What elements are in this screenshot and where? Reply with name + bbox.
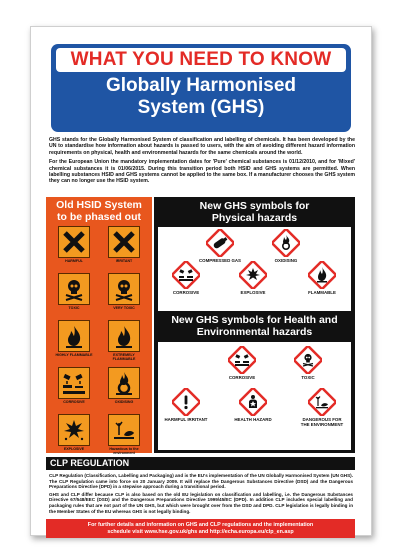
ghs-flammable [298, 261, 346, 295]
ghs-harmful-irritant [162, 388, 210, 422]
banner-subtitle: WHAT YOU NEED TO KNOW [56, 48, 346, 72]
old-symbol-label: VERY TOXIC [113, 306, 135, 310]
page-title [51, 75, 351, 119]
ghs-corrosive-health [218, 346, 266, 380]
footer-line-2: schedule visit www.hse.gov.uk/ghs and http://echa.europa.eu/clp_en.asp [107, 528, 294, 535]
ghs-label: EXPLOSIVE [240, 290, 266, 295]
environment-icon [308, 388, 336, 416]
flame-over-circle-icon [111, 370, 137, 396]
intro-paragraph-1: GHS stands for the Globally Harmonised System of classification and labelling of chemicals. It has been developed by the UN to standardise how information about hazards is passed to users, with the aim of avoiding different hazard information requirements on physical, health and environmental hazards for the same chemicals around the world. [49, 137, 355, 156]
ghs-explosive [229, 261, 277, 295]
flame-icon [308, 261, 336, 289]
intro-text [49, 137, 355, 188]
old-symbol-label: HIGHLY FLAMMABLE [55, 353, 93, 357]
ghs-label: HARMFUL IRRITANT [164, 417, 208, 422]
environment-icon [111, 417, 137, 443]
ghs-toxic [284, 346, 332, 380]
old-symbol-label: EXTREMELY FLAMMABLE [112, 353, 136, 362]
old-symbol-extremely-flammable [102, 320, 146, 364]
gas-cylinder-icon [206, 229, 234, 257]
ghs-label: COMPRESSED GAS [199, 258, 241, 263]
ghs-label: OXIDISING [274, 258, 298, 263]
physical-heading-line-2: Physical hazards [211, 212, 298, 224]
ghs-label: DANGEROUS FOR THE ENVIRONMENT [300, 417, 344, 427]
corrosion-icon [228, 346, 256, 374]
ghs-health-hazard [229, 388, 277, 422]
intro-paragraph-2: For the European Union the mandatory implementation dates for 'Pure' chemical substances is 01/12/2010, and for 'Mixed' chemical substances it is 01/06/2015. During this transition period both HSID and GHS systems are permitted. When labelling substances HSID and GHS systems cannot be applied to the same box. If a manufacturer chooses the GHS system they can no longer use the HSID system. [49, 159, 355, 185]
old-symbol-explosive [52, 414, 96, 458]
flame-icon [61, 323, 87, 349]
old-symbol-label: Hazardous to the environment [109, 447, 139, 456]
ghs-dangerous-for-environment [298, 388, 346, 427]
clp-regulation-heading: CLP REGULATION [46, 457, 355, 470]
old-hsid-title-line-2: to be phased out [57, 211, 141, 223]
health-env-heading [154, 314, 355, 338]
ghs-corrosive-physical [162, 261, 210, 295]
ghs-label: HEALTH HAZARD [234, 417, 272, 422]
skull-icon [61, 276, 87, 302]
clp-paragraph-2: GHS and CLP differ because CLP is also based on the old EU legislation on classification and labelling, i.e. the Dangerous Substances Directive 67/548/EEC (DSD) and the Dangerous Preparations Directive 1999/45/EC (DPD). In addition CLP includes special labelling and packaging rules that are not part of the UN GHS, but which were brought over from the DSD and DPD. CLP legislation is legally binding in the Member States of the EU whereas GHS is not legally binding. [49, 491, 353, 514]
skull-icon [294, 346, 322, 374]
old-symbol-label: IRRITANT [115, 259, 133, 263]
ghs-compressed-gas [196, 229, 244, 263]
old-symbol-grid [52, 226, 146, 461]
physical-hazards-heading [154, 200, 355, 224]
saltire-icon [111, 229, 137, 255]
old-symbol-harmful [52, 226, 96, 270]
ghs-label: TOXIC [301, 375, 315, 380]
physical-heading-line-1: New GHS symbols for [199, 200, 310, 212]
ghs-poster [30, 26, 372, 536]
old-symbol-label: CORROSIVE [63, 400, 85, 404]
saltire-icon [61, 229, 87, 255]
old-symbol-label: HARMFUL [65, 259, 83, 263]
corrosion-icon [172, 261, 200, 289]
old-symbol-label: EXPLOSIVE [63, 447, 85, 451]
health-env-heading-line-1: New GHS symbols for Health and [171, 314, 338, 326]
new-ghs-panel [154, 197, 355, 453]
physical-hazards-box [158, 227, 351, 311]
title-line-1: Globally Harmonised [105, 75, 297, 96]
clp-text [49, 473, 353, 516]
explosion-icon [61, 417, 87, 443]
flame-icon [111, 323, 137, 349]
explosion-icon [239, 261, 267, 289]
ghs-label: CORROSIVE [228, 375, 256, 380]
further-info-footer [46, 519, 355, 538]
old-symbol-environment [102, 414, 146, 458]
title-line-2: System (GHS) [137, 97, 265, 118]
old-symbol-highly-flammable [52, 320, 96, 364]
old-symbol-very-toxic [102, 273, 146, 317]
old-hsid-panel [46, 197, 152, 456]
exclamation-icon [172, 388, 200, 416]
old-symbol-label: OXIDISING [114, 400, 134, 404]
ghs-label: CORROSIVE [172, 290, 200, 295]
clp-paragraph-1: CLP Regulation (Classification, Labelling and Packaging) and is the EU's implementation of the UN Globally Harmonised System (UN GHS). The CLP Regulation came into force on 20 January 2009. It will replace the Dangerous Substances Directive (DSD) and the Dangerous Preparations Directive (DPD) in a stepwise approach during a transitional period. [49, 473, 353, 490]
old-symbol-label: TOXIC [68, 306, 80, 310]
header-banner [51, 44, 351, 132]
old-symbol-oxidising [102, 367, 146, 411]
footer-line-1: For further details and information on GHS and CLP regulations and the implementation [87, 522, 314, 528]
old-symbol-corrosive [52, 367, 96, 411]
health-hazard-icon [239, 388, 267, 416]
old-symbol-irritant [102, 226, 146, 270]
flame-over-circle-icon [272, 229, 300, 257]
health-env-heading-line-2: Environmental hazards [196, 326, 313, 338]
skull-icon [111, 276, 137, 302]
old-hsid-heading [46, 197, 152, 225]
old-hsid-title-line-1: Old HSID System [56, 199, 142, 211]
ghs-label: FLAMMABLE [308, 290, 336, 295]
health-env-hazards-box [158, 342, 351, 450]
old-symbol-toxic [52, 273, 96, 317]
corrosion-icon [61, 370, 87, 396]
ghs-oxidising [262, 229, 310, 263]
